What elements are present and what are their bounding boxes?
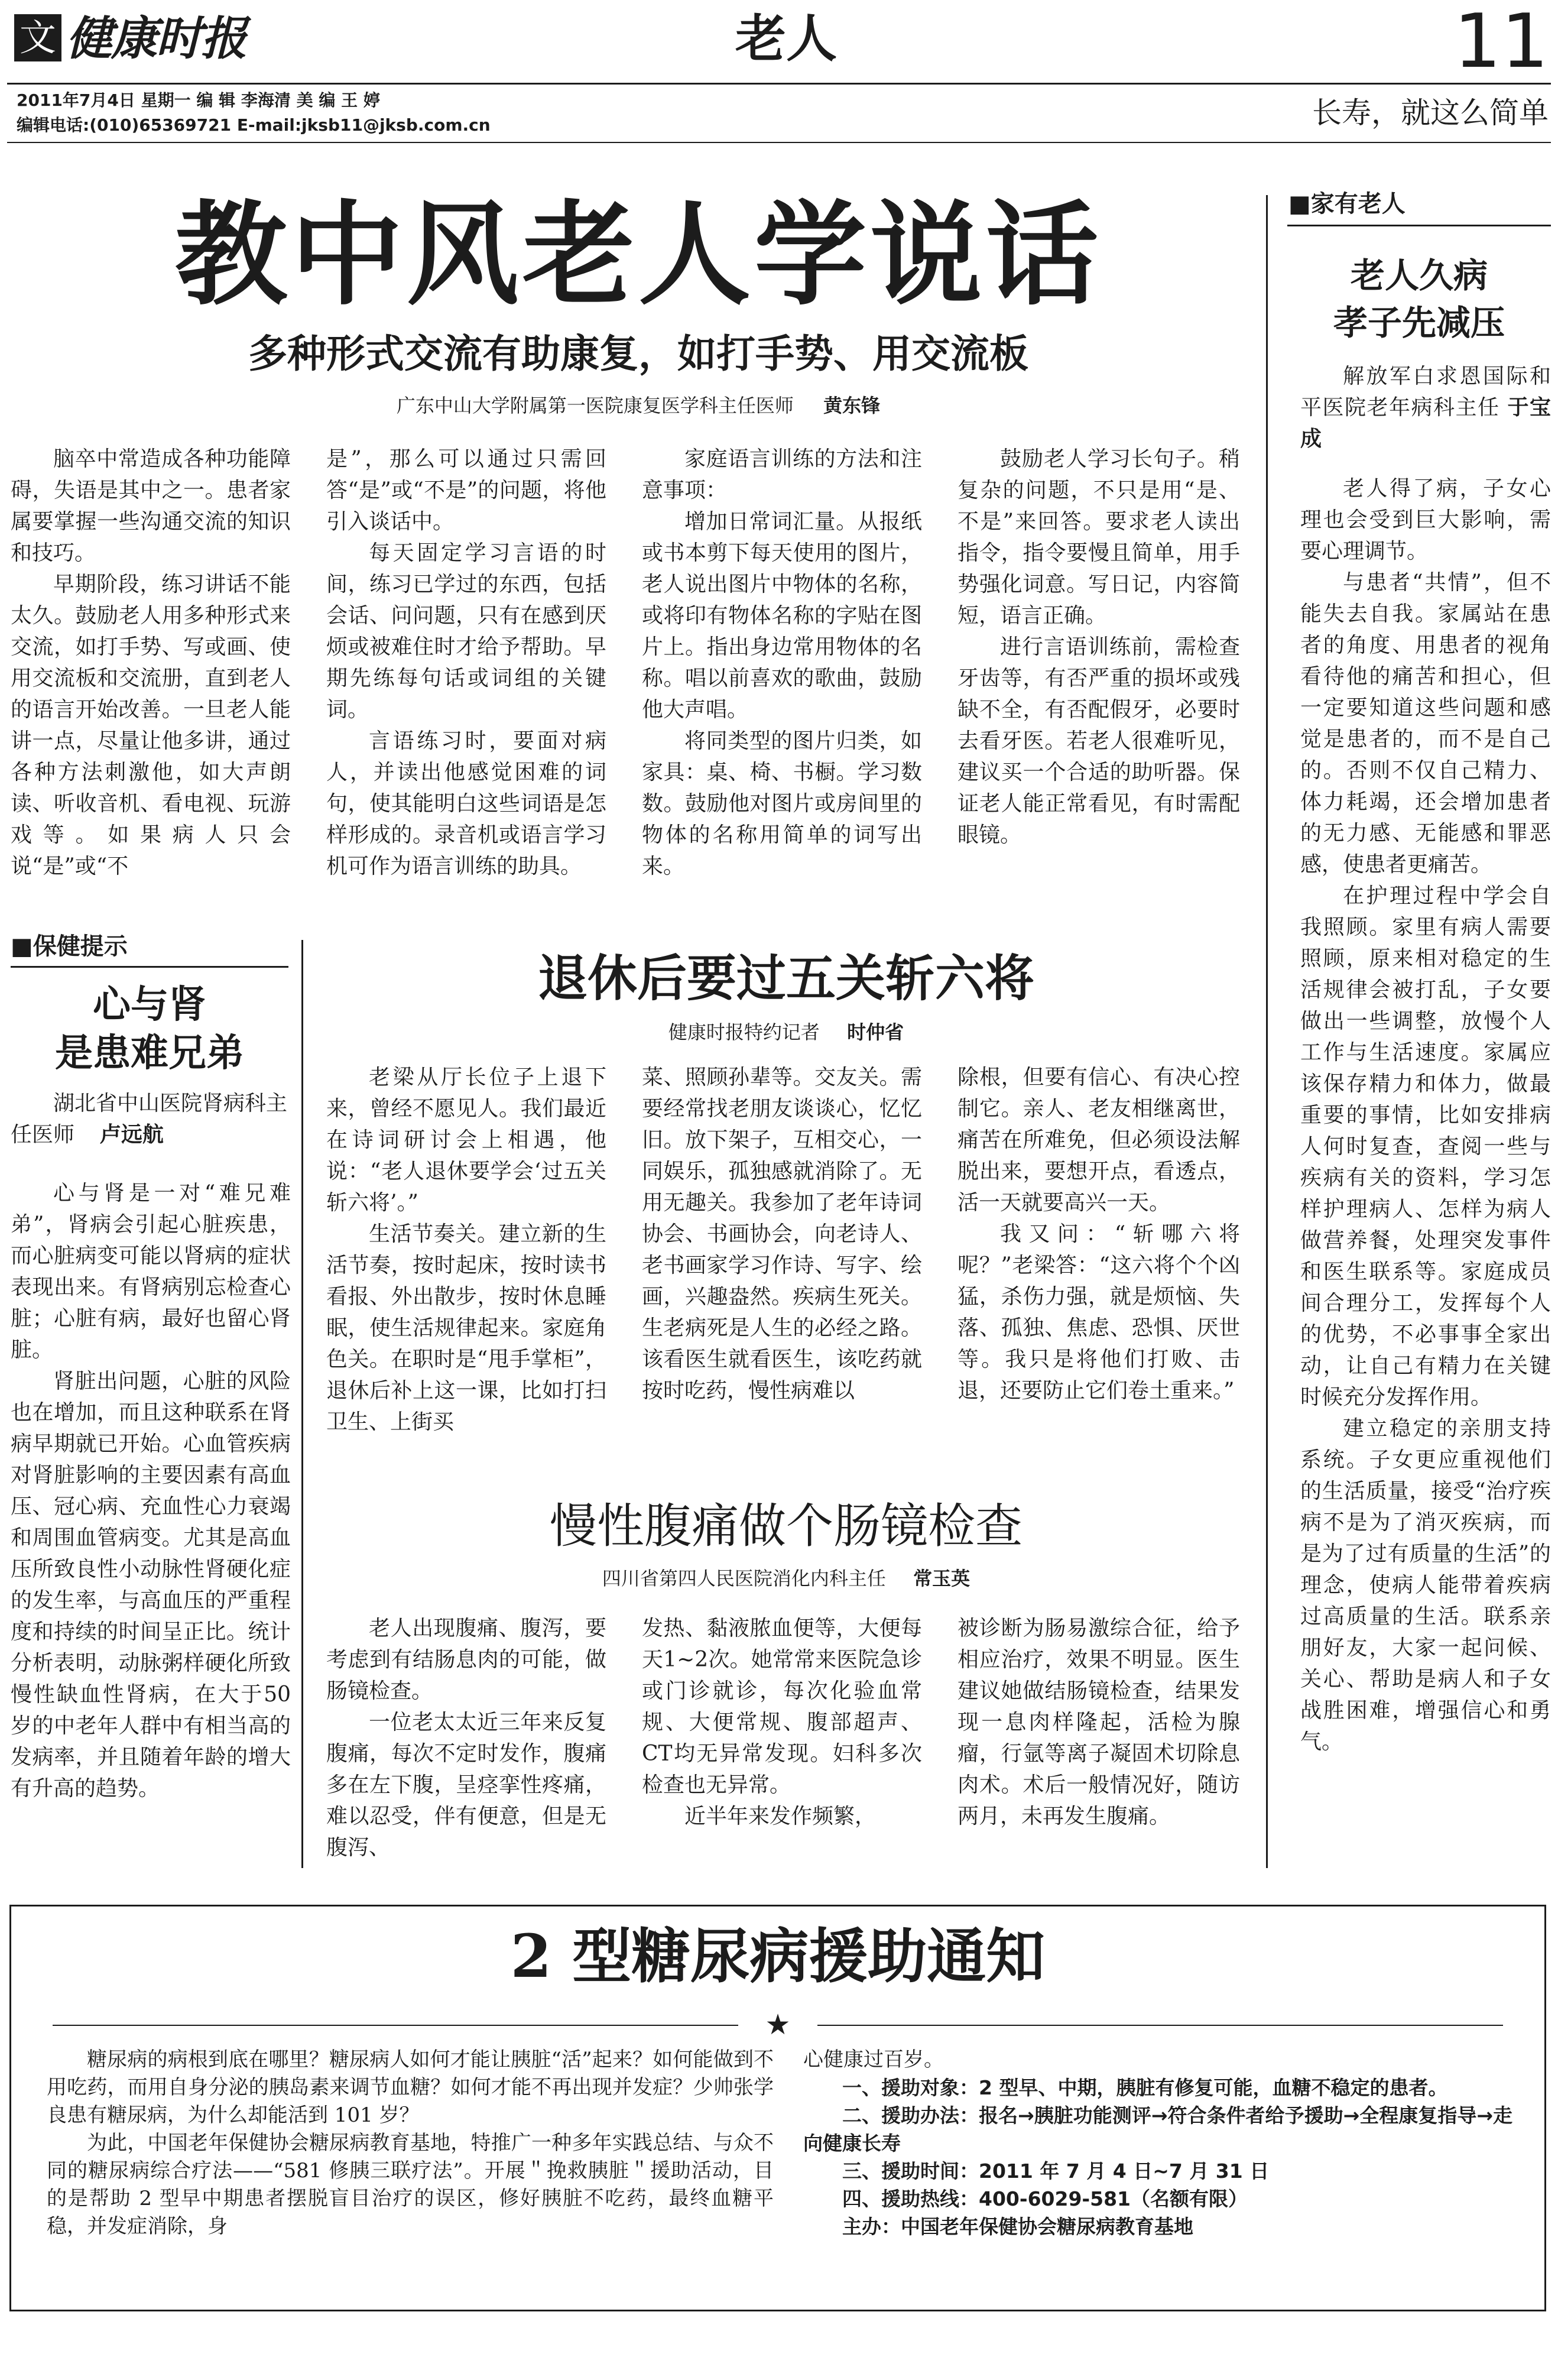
main-article-col-2 — [326, 443, 606, 922]
byline-author: 黄东锋 — [823, 394, 881, 417]
side-column-title-1: 老人久病 — [1350, 255, 1488, 296]
byline-org: 广东中山大学附属第一医院康复医学科主任医师 — [396, 394, 794, 417]
paragraph: 在护理过程中学会自我照顾。家里有病人需要照顾，原来相对稳定的生活规律会被打乱，子女要做出一些调整，放慢个人工作与生活速度。家属应该保存精力和体力，做最重要的事情，比如安排病人何时复查，查阅一些与疾病有关的资料，学习怎样护理病人、怎样为病人做营养餐，处理突发事件和医生联系等。家庭成员间合理分工，发挥每个人的优势，不必事事全家出动，让自己有精力在关键时候充分发挥作用。 — [1300, 884, 1551, 1409]
main-article-byline — [24, 391, 1253, 420]
paragraph: 早期阶段，练习讲话不能太久。鼓励老人用多种形式来交流，如打手势、写或画、使用交流板和交流册，直到老人的语言开始改善。一旦老人能讲一点，尽量让他多讲，通过各种方法刺激他，如大声朗读、听收音机、看电视、玩游戏等。如果病人只会说“是”或“不 — [11, 572, 291, 878]
side-column-body — [1300, 473, 1551, 1874]
paragraph: 脑卒中常造成各种功能障碍，失语是其中之一。患者家属要掌握一些沟通交流的知识和技巧。 — [11, 447, 291, 565]
byline-author: 时仲省 — [847, 1021, 904, 1043]
health-tip-title-1: 心与肾 — [93, 983, 206, 1027]
health-tip-byline — [11, 1088, 291, 1150]
ad-item: 三、援助时间：2011 年 7 月 4 日~7 月 31 日 — [842, 2159, 1270, 2183]
paragraph: 生活节奏关。建立新的生活节奏，按时起床，按时读书看报、外出散步，按时休息睡眠，使生活规律起来。家庭角色关。在职时是“甩手掌柜”，退休后补上这一课，比如打扫卫生、上街买 — [326, 1222, 606, 1434]
logo-badge — [14, 14, 61, 61]
date-line: 2011年7月4日 星期一 编 辑 李海清 美 编 王 婷 — [17, 90, 380, 110]
main-article-title: 教中风老人学说话 — [174, 190, 1102, 320]
paragraph: 肾脏出问题，心脏的风险也在增加，而且这种联系在肾病早期就已开始。心血管疾病对肾脏影响的主要因素有高血压、冠心病、充血性心力衰竭和周围血管病变。尤其是高血压所致良性小动脉性肾硬化症的发生率，与高血压的严重程度和持续的时间呈正比。统计分析表明，动脉粥样硬化所致慢性缺血性肾病，在大于50岁的中老年人群中有相当高的发病率，并且随着年龄的增大有升高的趋势。 — [11, 1369, 291, 1801]
colon-article-byline — [313, 1564, 1259, 1593]
ad-star: ★ — [765, 2008, 791, 2041]
health-tip-title-2: 是患难兄弟 — [55, 1032, 244, 1075]
colon-article-col-2 — [642, 1613, 922, 1873]
retire-article-col-1 — [326, 1062, 606, 1476]
paragraph: 我又问：“斩哪六将呢？”老梁答：“这六将个个凶猛，杀伤力强，就是烦恼、失落、孤独、焦虑、恐惧、厌世等。我只是将他们打败、击退，还要防止它们卷土重来。” — [957, 1222, 1240, 1403]
paragraph: 被诊断为肠易激综合征，给予相应治疗，效果不明显。医生建议她做结肠镜检查，结果发现一息肉样隆起，活检为腺瘤，行氩等离子凝固术切除息肉术。术后一般情况好，随访两月，未再发生腹痛。 — [957, 1616, 1240, 1828]
paragraph: 言语练习时，要面对病人，并读出他感觉困难的词句，使其能明白这些词语是怎样形成的。录音机或语言学习机可作为语言训练的助具。 — [326, 729, 606, 878]
paragraph: 老梁从厅长位子上退下来，曾经不愿见人。我们最近在诗词研讨会上相遇，他说：“老人退休要学会‘过五关斩六将’。” — [326, 1065, 606, 1215]
byline-author: 卢远航 — [99, 1123, 164, 1147]
paragraph: 每天固定学习言语的时间，练习已学过的东西，包括会话、问问题，只有在感到厌烦或被难住时才给予帮助。早期先练每句话或词组的关键词。 — [326, 541, 606, 722]
byline-org: 解放军白求恩国际和平医院老年病科主任 — [1300, 364, 1551, 420]
paragraph: 除根，但要有信心、有决心控制它。亲人、老友相继离世，痛苦在所难免，但必须设法解脱出来，要想开点，看透点，活一天就要高兴一天。 — [957, 1065, 1240, 1215]
paragraph: 是”，那么可以通过只需回答“是”或“不是”的问题，将他引入谈话中。 — [326, 447, 606, 534]
contact-line: 编辑电话:(010)65369721 E-mail:jksb11@jksb.com.cn — [17, 115, 491, 135]
paragraph: 与患者“共情”，但不能失去自我。家属站在患者的角度、用患者的视角看待他的痛苦和担心，但一定要知道这些问题和感觉是患者的，而不是自己的。否则不仅自己精力、体力耗竭，还会增加患者的无力感、无能感和罪恶感，使患者更痛苦。 — [1300, 570, 1551, 877]
retire-article-col-3 — [957, 1062, 1240, 1476]
side-column-tag: ■家有老人 — [1288, 190, 1406, 218]
paragraph: 发热、黏液脓血便等，大便每天1~2次。她常常来医院急诊或门诊就诊，每次化验血常规、大便常规、腹部超声、CT均无异常发现。妇科多次检查也无异常。 — [642, 1616, 922, 1797]
paragraph: 近半年来发作频繁， — [684, 1804, 877, 1828]
paragraph: 进行言语训练前，需检查牙齿等，有否严重的损坏或残缺不全，有否配假牙，必要时去看牙医。若老人很难听见，建议买一个合适的助听器。保证老人能正常看见，有时需配眼镜。 — [957, 635, 1240, 847]
retire-article-byline — [313, 1018, 1259, 1046]
paragraph: 心与肾是一对“难兄难弟”，肾病会引起心脏疾患，而心脏病变可能以肾病的症状表现出来。有肾病别忘检查心脏；心脏有病，最好也留心肾脏。 — [11, 1181, 291, 1362]
side-column-divider — [1266, 195, 1268, 1868]
paragraph: 家庭语言训练的方法和注意事项： — [642, 447, 922, 502]
paragraph: 为此，中国老年保健协会糖尿病教育基地，特推广一种多年实践总结、与众不同的糖尿病综合疗法——“581 修胰三联疗法”。开展＂挽救胰脏＂援助活动，目的是帮助 2 型早中期患者摆脱盲目治疗的误区，修好胰脏不吃药，最终血糖平稳，并发症消除，身 — [47, 2131, 774, 2238]
ad-item: 一、援助对象：2 型早、中期，胰脏有修复可能，血糖不稳定的患者。 — [842, 2076, 1448, 2099]
paragraph: 心健康过百岁。 — [803, 2048, 944, 2071]
paragraph: 鼓励老人学习长句子。稍复杂的问题，不只是用“是、不是”来回答。要求老人读出指令，指令要慢且简单，用手势强化词意。写日记，内容简短，语言正确。 — [957, 447, 1240, 628]
ad-box — [9, 1905, 1546, 2311]
colon-article-col-3 — [957, 1613, 1240, 1873]
section-title: 老人 — [735, 9, 837, 69]
ad-left-text — [47, 2046, 774, 2306]
byline-org: 湖北省中山医院肾病科主任医师 — [11, 1091, 288, 1147]
paper-name: 健康时报 — [66, 12, 246, 66]
side-column-title-2: 孝子先减压 — [1333, 303, 1505, 343]
byline-author: 于宝成 — [1300, 395, 1551, 451]
colon-article-title: 慢性腹痛做个肠镜检查 — [550, 1499, 1023, 1554]
main-article-col-3 — [642, 443, 922, 922]
paragraph: 菜、照顾孙辈等。交友关。需要经常找老朋友谈谈心，忆忆旧。放下架子，互相交心，一同娱乐，孤独感就消除了。无用无趣关。我参加了老年诗词协会、书画协会，向老诗人、老书画家学习作诗、写字、绘画，兴趣盎然。疾病生死关。生老病死是人生的必经之路。该看医生就看医生，该吃药就按时吃药，慢性病难以 — [642, 1065, 922, 1403]
byline-author: 常玉英 — [913, 1567, 970, 1590]
paragraph: 糖尿病的病根到底在哪里？糖尿病人如何才能让胰脏“活”起来？如何能做到不用吃药，而用自身分泌的胰岛素来调节血糖？如何才能不再出现并发症？少帅张学良患有糖尿病，为什么却能活到 101 岁？ — [47, 2048, 774, 2127]
logo-char: 文 — [19, 16, 56, 59]
side-column-rule — [1287, 225, 1551, 226]
ad-rule-left — [53, 2025, 738, 2026]
main-article-col-4 — [957, 443, 1240, 922]
paragraph: 老人得了病，子女心理也会受到巨大影响，需要心理调节。 — [1300, 476, 1551, 563]
health-tip-rule — [11, 966, 288, 968]
slogan: 长寿，就这么简单 — [1312, 96, 1549, 130]
ad-title: 2 型糖尿病援助通知 — [510, 1921, 1046, 1991]
ad-sponsor: 主办：中国老年保健协会糖尿病教育基地 — [842, 2215, 1193, 2238]
byline-org: 健康时报特约记者 — [668, 1021, 820, 1043]
health-tip-tag: ■保健提示 — [11, 933, 128, 960]
paragraph: 一位老太太近三年来反复腹痛，每次不定时发作，腹痛多在左下腹，呈痉挛性疼痛，难以忍受，伴有便意，但是无腹泻、 — [326, 1710, 606, 1860]
page-number: 11 — [1453, 0, 1549, 85]
side-column-byline — [1300, 361, 1551, 455]
main-article-subtitle: 多种形式交流有助康复，如打手势、用交流板 — [248, 331, 1028, 377]
header-rule — [7, 83, 1551, 85]
paragraph: 老人出现腹痛、腹泻，要考虑到有结肠息肉的可能，做肠镜检查。 — [326, 1616, 606, 1703]
ad-item: 四、援助热线：400-6029-581（名额有限） — [842, 2187, 1248, 2210]
header-rule-2 — [7, 142, 1551, 143]
paragraph: 将同类型的图片归类，如家具：桌、椅、书橱。学习数数。鼓励他对图片或房间里的物体的名称用简单的词写出来。 — [642, 729, 922, 878]
paragraph: 建立稳定的亲朋支持系统。子女更应重视他们的生活质量，接受“治疗疾病不是为了消灭疾病，而是为了过有质量的生活”的理念，使病人能带着疾病过高质量的生活。联系亲朋好友，大家一起问候、关心、帮助是病人和子女战胜困难，增强信心和勇气。 — [1300, 1416, 1551, 1754]
ad-item: 二、援助办法：报名→胰脏功能测评→符合条件者给予援助→全程康复指导→走向健康长寿 — [803, 2104, 1512, 2155]
byline-org: 四川省第四人民医院消化内科主任 — [602, 1567, 886, 1590]
ad-right-text — [803, 2046, 1512, 2306]
colon-article-col-1 — [326, 1613, 606, 1873]
retire-article-col-2 — [642, 1062, 922, 1476]
paragraph: 增加日常词汇量。从报纸或书本剪下每天使用的图片，老人说出图片中物体的名称，或将印有物体名称的字贴在图片上。指出身边常用物体的名称。唱以前喜欢的歌曲，鼓励他大声唱。 — [642, 510, 922, 722]
health-tip-divider — [301, 940, 303, 1868]
main-article-col-1 — [11, 443, 291, 922]
health-tip-body — [11, 1178, 291, 1869]
retire-article-title: 退休后要过五关斩六将 — [537, 949, 1034, 1007]
ad-rule-right — [817, 2025, 1503, 2026]
